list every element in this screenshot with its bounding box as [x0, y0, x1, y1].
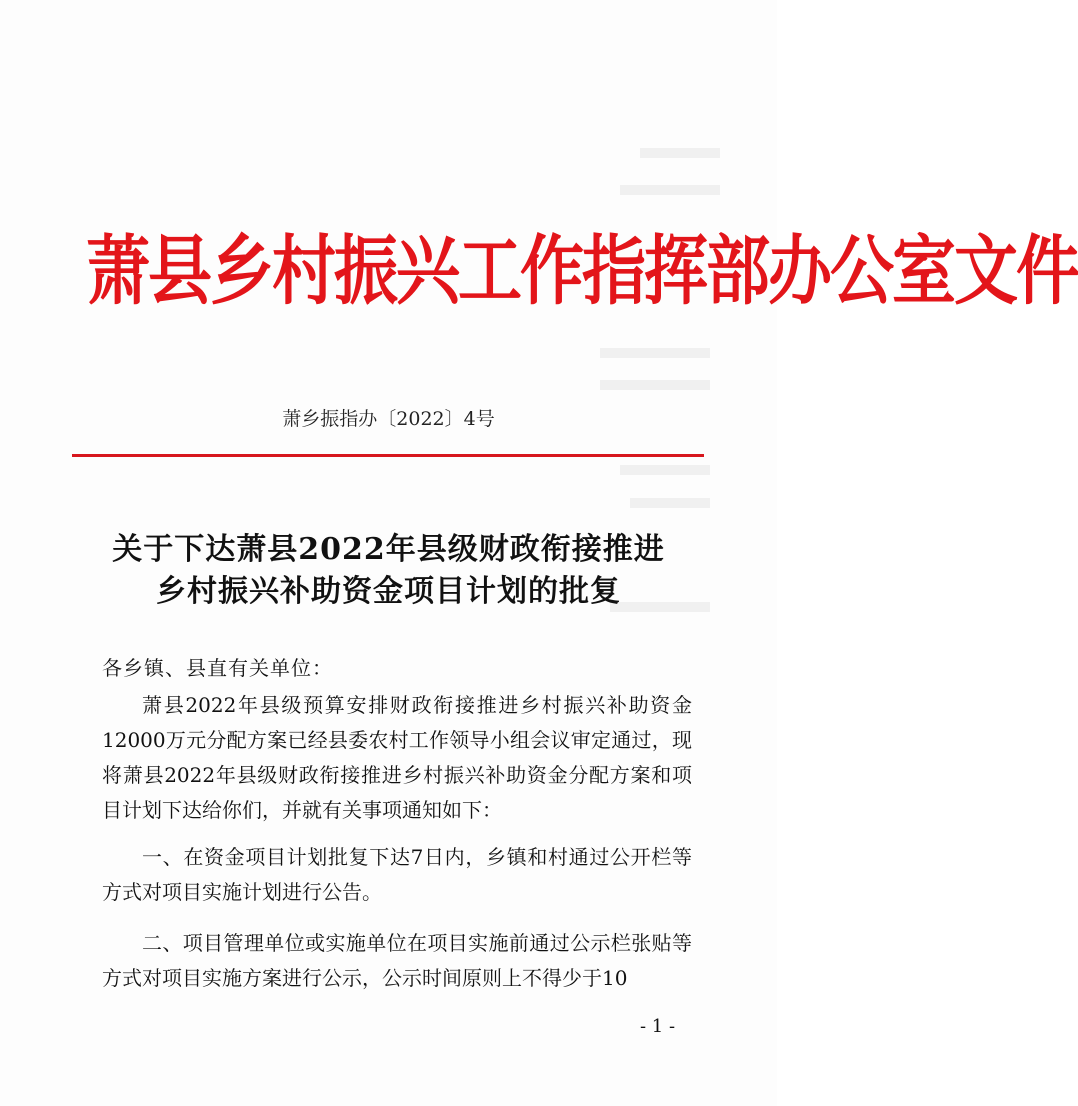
- page-number: - 1 -: [640, 1016, 676, 1037]
- body-paragraph: 萧县2022年县级预算安排财政衔接推进乡村振兴补助资金12000万元分配方案已经县委农村工作领导小组会议审定通过，现将萧县2022年县级财政衔接推进乡村振兴补助资金分配方案和项目计划下达给你们，并就有关事项通知如下：: [102, 693, 692, 822]
- document-number: 萧乡振指办〔2022〕4号: [282, 408, 495, 430]
- red-divider-line: [72, 454, 704, 457]
- document-title-line-1: 关于下达萧县2022年县级财政衔接推进: [112, 532, 665, 567]
- body-paragraph: 一、在资金项目计划批复下达7日内，乡镇和村通过公开栏等方式对项目实施计划进行公告。: [102, 845, 692, 904]
- document-title-line-2: 乡村振兴补助资金项目计划的批复: [156, 574, 621, 609]
- issuer-header-title: 萧县乡村振兴工作指挥部办公室文件: [86, 227, 1078, 316]
- bleed-through-mark: [630, 498, 710, 508]
- bleed-through-mark: [620, 185, 720, 195]
- bleed-through-mark: [600, 380, 710, 390]
- bleed-through-mark: [600, 348, 710, 358]
- salutation: 各乡镇、县直有关单位：: [102, 656, 333, 680]
- body-paragraph: 二、项目管理单位或实施单位在项目实施前通过公示栏张贴等方式对项目实施方案进行公示，公示时间原则上不得少于10: [102, 931, 692, 990]
- bleed-through-mark: [640, 148, 720, 158]
- bleed-through-mark: [620, 465, 710, 475]
